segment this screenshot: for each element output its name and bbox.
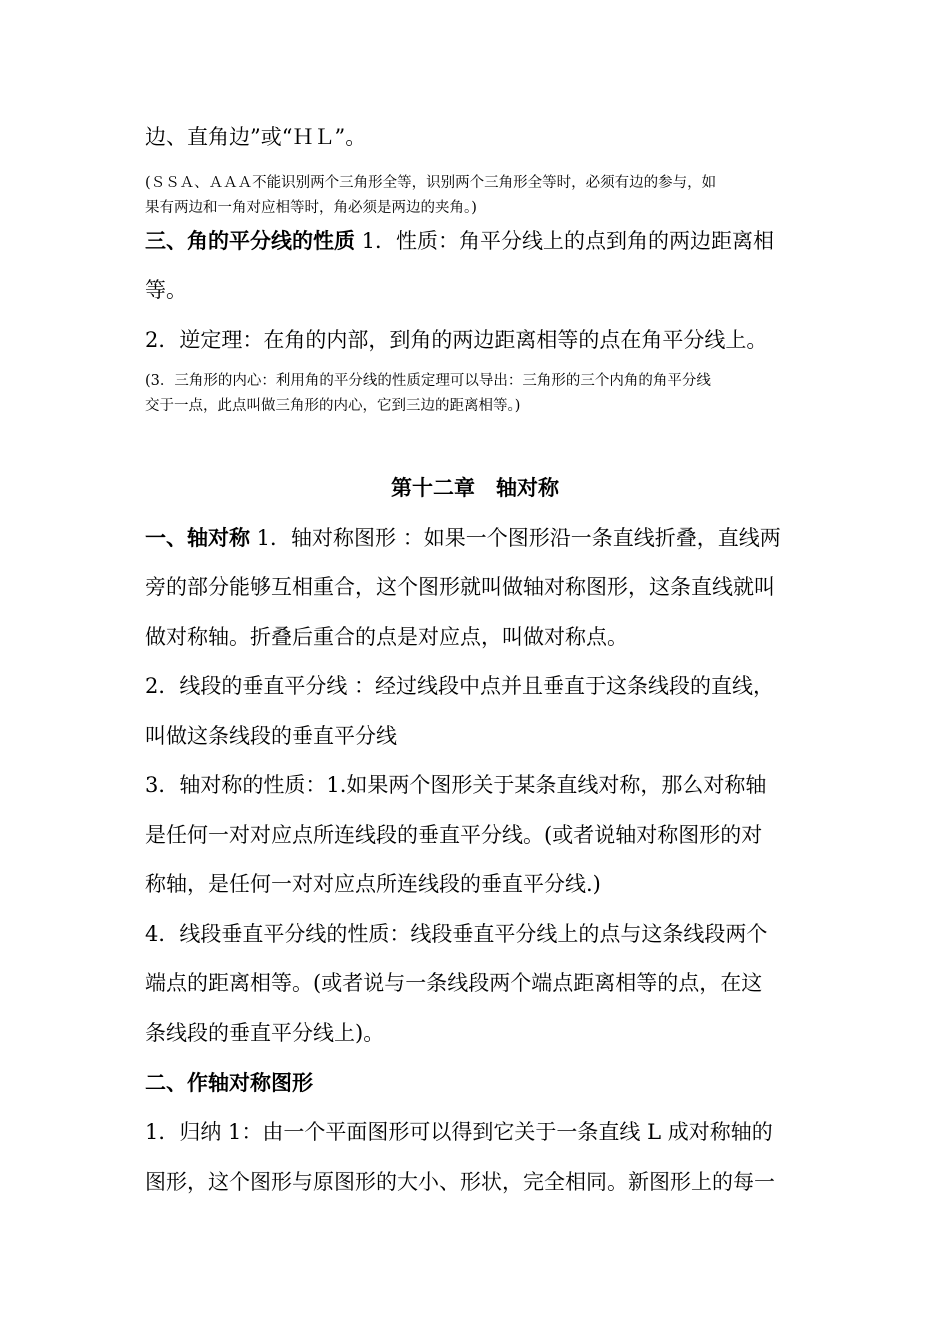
note-line: (ＳＳＡ、ＡＡＡ不能识别两个三角形全等，识别两个三角形全等时，必须有边的参与，如 bbox=[145, 175, 717, 191]
text-line: 2．线段的垂直平分线 ：经过线段中点并且垂直于这条线段的直线， bbox=[145, 674, 775, 698]
text-line: 叫做这条线段的垂直平分线 bbox=[145, 724, 397, 748]
section-heading: 二、作轴对称图形 bbox=[145, 1070, 313, 1095]
text-line: 做对称轴。折叠后重合的点是对应点，叫做对称点。 bbox=[145, 625, 628, 649]
text-line: 边、直角边”或“ＨＬ”。 bbox=[145, 125, 367, 149]
text-line: 端点的距离相等。(或者说与一条线段两个端点距离相等的点，在这 bbox=[145, 971, 763, 995]
note-line: (3．三角形的内心：利用角的平分线的性质定理可以导出：三角形的三个内角的角平分线 bbox=[145, 373, 711, 389]
section-heading-line: 一、轴对称 1．轴对称图形 ：如果一个图形沿一条直线折叠，直线两 bbox=[145, 525, 781, 550]
section-heading: 三、角的平分线的性质 bbox=[145, 228, 355, 253]
text-line: 图形，这个图形与原图形的大小、形状，完全相同。新图形上的每一 bbox=[145, 1170, 775, 1194]
chapter-title: 第十二章 轴对称 bbox=[391, 475, 559, 500]
section-heading-line: 三、角的平分线的性质 1．性质：角平分线上的点到角的两边距离相 bbox=[145, 228, 775, 253]
note-line: 果有两边和一角对应相等时，角必须是两边的夹角。) bbox=[145, 200, 477, 216]
text-line: 旁的部分能够互相重合，这个图形就叫做轴对称图形，这条直线就叫 bbox=[145, 575, 775, 599]
note-line: 交于一点，此点叫做三角形的内心，它到三边的距离相等。) bbox=[145, 398, 521, 414]
text-line: 1．归纳 1：由一个平面图形可以得到它关于一条直线 L 成对称轴的 bbox=[145, 1120, 773, 1144]
text-line: 条线段的垂直平分线上)。 bbox=[145, 1021, 385, 1045]
text-line: 3．轴对称的性质：1.如果两个图形关于某条直线对称，那么对称轴 bbox=[145, 773, 767, 797]
section-heading-line bbox=[145, 1067, 313, 1097]
text-line: 称轴，是任何一对对应点所连线段的垂直平分线.) bbox=[145, 872, 601, 896]
text-line: 4．线段垂直平分线的性质：线段垂直平分线上的点与这条线段两个 bbox=[145, 922, 768, 946]
text-line: 2．逆定理：在角的内部，到角的两边距离相等的点在角平分线上。 bbox=[145, 328, 768, 352]
text-line: 等。 bbox=[145, 278, 187, 302]
text-line: 是任何一对对应点所连线段的垂直平分线。(或者说轴对称图形的对 bbox=[145, 823, 763, 847]
section-heading: 一、轴对称 bbox=[145, 525, 250, 550]
